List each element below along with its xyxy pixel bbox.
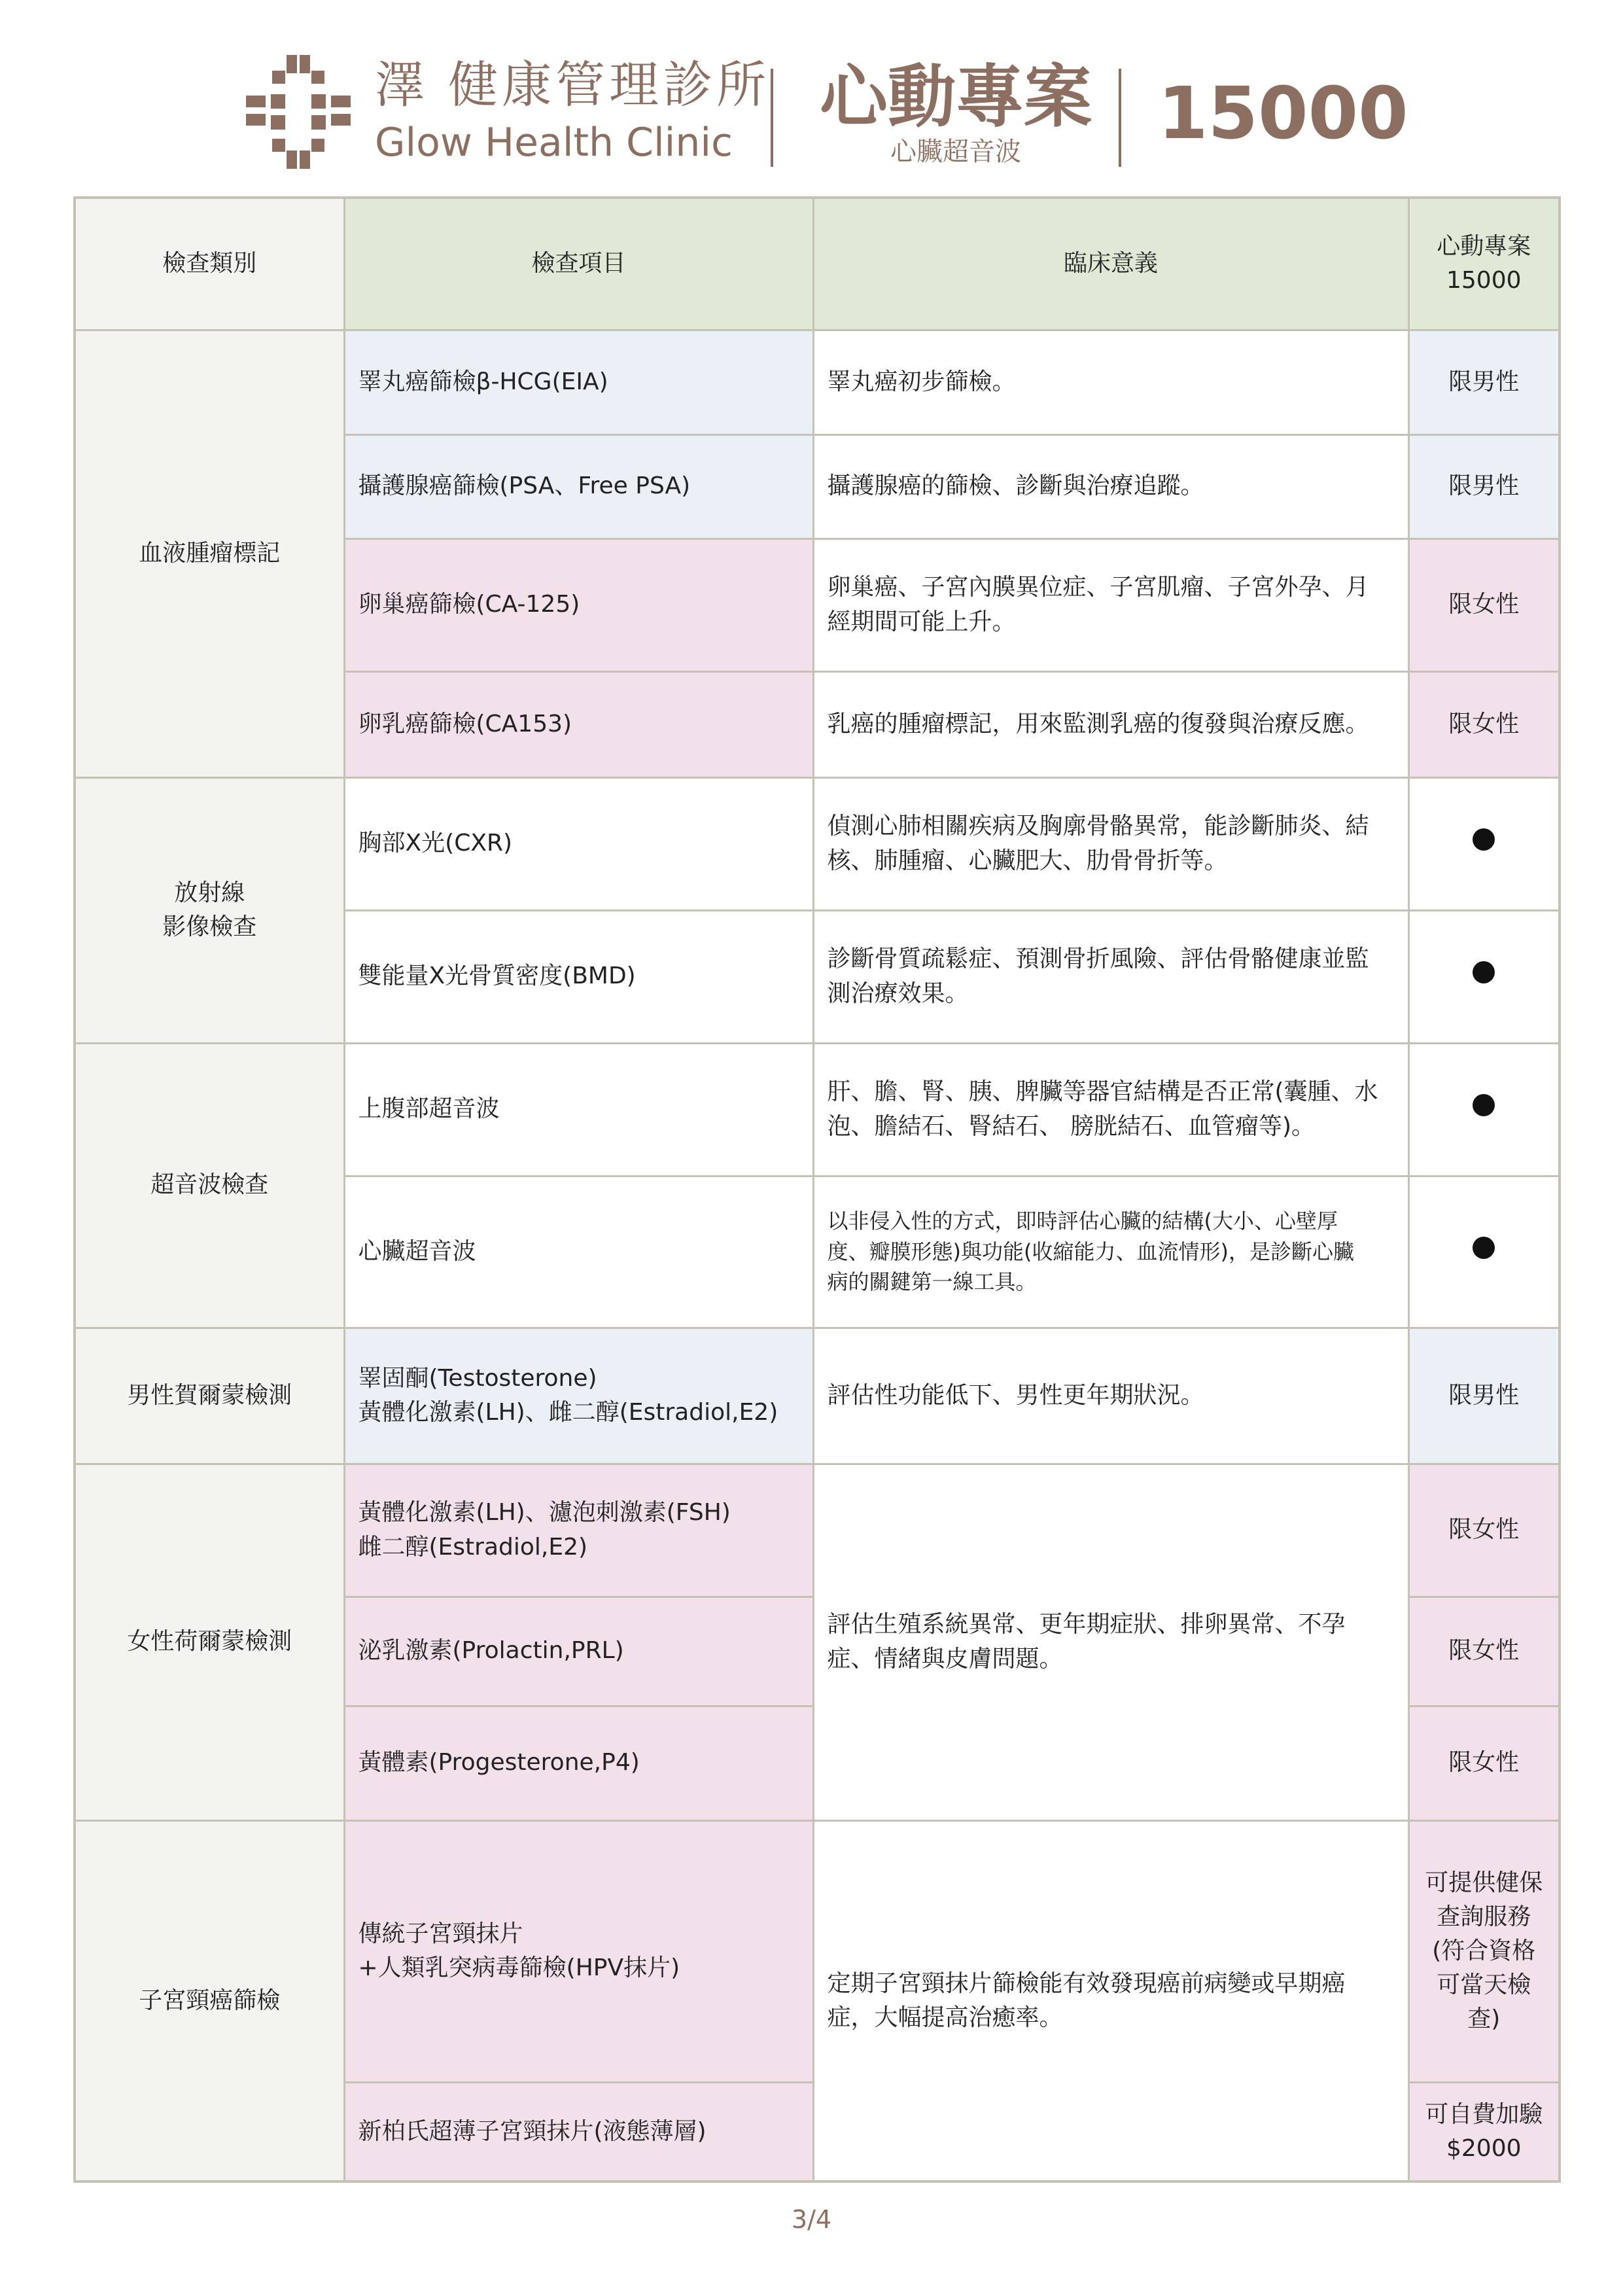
clinical-meaning bbox=[813, 1820, 1408, 2181]
table-header-row bbox=[75, 198, 1560, 330]
meaning-line: 卵巢癌、子宮內膜異位症、子宮肌瘤、子宮外孕、月 bbox=[827, 574, 1369, 601]
note-line: 可自費加驗 bbox=[1425, 2100, 1543, 2128]
meaning-line: 偵測心肺相關疾病及胸廓骨骼異常，能診斷肺炎、結 bbox=[827, 813, 1369, 840]
plan-price: 15000 bbox=[1158, 71, 1408, 155]
exam-item: 卵乳癌篩檢(CA153) bbox=[344, 671, 813, 777]
meaning-line: 定期子宮頸抹片篩檢能有效發現癌前病變或早期癌 bbox=[827, 1969, 1346, 1997]
exam-items-table bbox=[73, 196, 1561, 2183]
item-line: 雌二醇(Estradiol,E2) bbox=[358, 1533, 588, 1561]
meaning-line: 以非侵入性的方式，即時評估心臟的結構(大小、心壁厚 bbox=[827, 1209, 1338, 1234]
item-line: 黃體化激素(LH)、雌二醇(Estradiol,E2) bbox=[358, 1399, 778, 1426]
category-female-hormone: 女性荷爾蒙檢測 bbox=[75, 1464, 344, 1820]
clinical-meaning bbox=[813, 1176, 1408, 1328]
exam-item: 上腹部超音波 bbox=[344, 1043, 813, 1176]
clinic-name-english: Glow Health Clinic bbox=[375, 120, 733, 166]
exam-item: 胸部X光(CXR) bbox=[344, 777, 813, 910]
meaning-line: 度、瓣膜形態)與功能(收縮能力、血流情形)，是診斷心臟 bbox=[827, 1239, 1354, 1264]
included-cell bbox=[1408, 1176, 1560, 1328]
gender-restriction: 限男性 bbox=[1408, 434, 1560, 539]
exam-item bbox=[344, 1328, 813, 1464]
meaning-line: 核、肺腫瘤、心臟肥大、肋骨骨折等。 bbox=[827, 847, 1228, 874]
gender-restriction: 限男性 bbox=[1408, 330, 1560, 434]
meaning-line: 泡、膽結石、腎結石、 膀胱結石、血管瘤等)。 bbox=[827, 1112, 1315, 1140]
note-line: 可提供健保 bbox=[1425, 1869, 1543, 1896]
clinic-cross-logo-icon bbox=[246, 55, 351, 169]
category-line: 放射線 bbox=[174, 879, 245, 906]
exam-item bbox=[344, 1820, 813, 2082]
page-header bbox=[0, 0, 1623, 190]
clinical-meaning: 評估性功能低下、男性更年期狀況。 bbox=[813, 1328, 1408, 1464]
category-radiology bbox=[75, 777, 344, 1043]
note-line: 查) bbox=[1467, 2005, 1501, 2033]
table-row bbox=[75, 1820, 1560, 2082]
included-dot-icon bbox=[1473, 1094, 1495, 1116]
meaning-line: 評估生殖系統異常、更年期症狀、排卵異常、不孕 bbox=[827, 1611, 1346, 1638]
category-male-hormone: 男性賀爾蒙檢測 bbox=[75, 1328, 344, 1464]
clinical-meaning bbox=[813, 539, 1408, 671]
included-cell bbox=[1408, 777, 1560, 910]
item-line: 傳統子宮頸抹片 bbox=[358, 1920, 523, 1947]
table-row bbox=[75, 1464, 1560, 1597]
exam-item: 攝護腺癌篩檢(PSA、Free PSA) bbox=[344, 434, 813, 539]
gender-restriction: 限女性 bbox=[1408, 1706, 1560, 1820]
exam-item: 心臟超音波 bbox=[344, 1176, 813, 1328]
column-header-plan bbox=[1408, 198, 1560, 330]
note-line: $2000 bbox=[1446, 2134, 1522, 2162]
gender-restriction: 限女性 bbox=[1408, 1597, 1560, 1706]
gender-restriction: 限男性 bbox=[1408, 1328, 1560, 1464]
item-line: 睪固酮(Testosterone) bbox=[358, 1364, 597, 1392]
table-row bbox=[75, 1043, 1560, 1176]
clinical-meaning: 睪丸癌初步篩檢。 bbox=[813, 330, 1408, 434]
included-cell bbox=[1408, 910, 1560, 1043]
note-line: 可當天檢 bbox=[1437, 1971, 1531, 1999]
nhi-service-note bbox=[1408, 1820, 1560, 2082]
gender-restriction: 限女性 bbox=[1408, 539, 1560, 671]
plan-subtitle: 心臟超音波 bbox=[890, 137, 1021, 167]
clinical-meaning: 攝護腺癌的篩檢、診斷與治療追蹤。 bbox=[813, 434, 1408, 539]
header-divider bbox=[1119, 69, 1121, 167]
meaning-line: 肝、膽、腎、胰、脾臟等器官結構是否正常(囊腫、水 bbox=[827, 1078, 1378, 1106]
exam-item: 新柏氏超薄子宮頸抹片(液態薄層) bbox=[344, 2082, 813, 2181]
gender-restriction: 限女性 bbox=[1408, 1464, 1560, 1597]
clinical-meaning bbox=[813, 1043, 1408, 1176]
plan-header-name: 心動專案 bbox=[1437, 233, 1531, 260]
plan-header-price: 15000 bbox=[1446, 267, 1522, 294]
meaning-line: 診斷骨質疏鬆症、預測骨折風險、評估骨骼健康並監 bbox=[827, 945, 1369, 973]
exam-item: 雙能量X光骨質密度(BMD) bbox=[344, 910, 813, 1043]
meaning-line: 病的關鍵第一線工具。 bbox=[827, 1269, 1037, 1295]
exam-item: 睪丸癌篩檢β-HCG(EIA) bbox=[344, 330, 813, 434]
exam-item: 黃體素(Progesterone,P4) bbox=[344, 1706, 813, 1820]
exam-item: 泌乳激素(Prolactin,PRL) bbox=[344, 1597, 813, 1706]
table-row bbox=[75, 1328, 1560, 1464]
category-ultrasound: 超音波檢查 bbox=[75, 1043, 344, 1328]
header-divider bbox=[771, 69, 773, 167]
category-line: 影像檢查 bbox=[162, 913, 257, 940]
exam-item: 卵巢癌篩檢(CA-125) bbox=[344, 539, 813, 671]
note-line: 查詢服務 bbox=[1437, 1903, 1531, 1930]
included-dot-icon bbox=[1473, 1237, 1495, 1259]
item-line: 黃體化激素(LH)、濾泡刺激素(FSH) bbox=[358, 1499, 731, 1527]
exam-item bbox=[344, 1464, 813, 1597]
included-dot-icon bbox=[1473, 828, 1495, 851]
item-line: +人類乳突病毒篩檢(HPV抹片) bbox=[358, 1954, 680, 1981]
clinic-name-chinese: 澤 健康管理診所 bbox=[375, 56, 771, 114]
included-cell bbox=[1408, 1043, 1560, 1176]
meaning-line: 測治療效果。 bbox=[827, 980, 969, 1007]
meaning-line: 經期間可能上升。 bbox=[827, 608, 1016, 635]
clinical-meaning bbox=[813, 777, 1408, 910]
category-blood-tumor: 血液腫瘤標記 bbox=[75, 330, 344, 777]
clinical-meaning: 乳癌的腫瘤標記，用來監測乳癌的復發與治療反應。 bbox=[813, 671, 1408, 777]
plan-title: 心動專案 bbox=[819, 57, 1092, 137]
column-header-category: 檢查類別 bbox=[75, 198, 344, 330]
gender-restriction: 限女性 bbox=[1408, 671, 1560, 777]
self-pay-note bbox=[1408, 2082, 1560, 2181]
page-number: 3/4 bbox=[791, 2205, 832, 2234]
clinical-meaning bbox=[813, 1464, 1408, 1820]
meaning-line: 症，大幅提高治癒率。 bbox=[827, 2004, 1063, 2031]
column-header-meaning: 臨床意義 bbox=[813, 198, 1408, 330]
category-cervical: 子宮頸癌篩檢 bbox=[75, 1820, 344, 2181]
table-row bbox=[75, 777, 1560, 910]
meaning-line: 症、情緒與皮膚問題。 bbox=[827, 1645, 1063, 1672]
included-dot-icon bbox=[1473, 961, 1495, 983]
note-line: (符合資格 bbox=[1432, 1937, 1536, 1964]
clinical-meaning bbox=[813, 910, 1408, 1043]
column-header-item: 檢查項目 bbox=[344, 198, 813, 330]
table-row bbox=[75, 330, 1560, 434]
